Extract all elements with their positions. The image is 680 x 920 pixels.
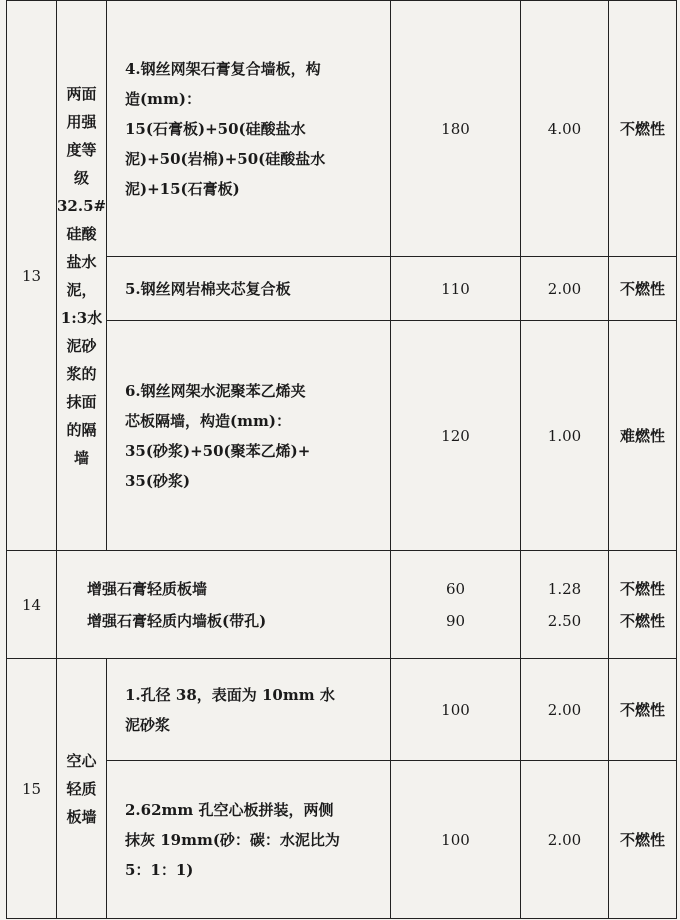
item-4-fire-class: 不燃性: [609, 1, 677, 257]
item-6-fire-class: 难燃性: [609, 321, 677, 551]
item-15-2-thickness: 100: [391, 761, 521, 919]
item-4-description: 4.钢丝网架石膏复合墙板，构 造(mm)： 15(石膏板)+50(硅酸盐水 泥)+50(岩棉)+50(硅酸盐水 泥)+15(石膏板): [107, 1, 391, 257]
item-15-1-fire-class: 不燃性: [609, 659, 677, 761]
row-14-thickness: 60 90: [391, 551, 521, 659]
item-5-thickness: 110: [391, 257, 521, 321]
category-15: 空心 轻质 板墙: [57, 659, 107, 919]
row-number-15: 15: [7, 659, 57, 919]
category-13: 两面 用强 度等 级 32.5# 硅酸 盐水 泥， 1:3水 泥砂 浆的 抹面 的隔 墙: [57, 1, 107, 551]
item-15-2-description: 2.62mm 孔空心板拼装，两侧 抹灰 19mm(砂：碳：水泥比为 5：1：1): [107, 761, 391, 919]
row-number-13: 13: [7, 1, 57, 551]
table-row: [7, 1, 677, 257]
item-6-description: 6.钢丝网架水泥聚苯乙烯夹 芯板隔墙，构造(mm)： 35(砂浆)+50(聚苯乙烯)+ 35(砂浆): [107, 321, 391, 551]
item-6-thickness: 120: [391, 321, 521, 551]
table-row: [7, 551, 677, 659]
item-15-1-description: 1.孔径 38，表面为 10mm 水 泥砂浆: [107, 659, 391, 761]
item-5-fire-class: 不燃性: [609, 257, 677, 321]
table-row: [7, 659, 677, 761]
table-row: [7, 257, 677, 321]
fire-resistance-table: [6, 0, 677, 919]
table-row: [7, 761, 677, 919]
item-15-1-hours: 2.00: [521, 659, 609, 761]
item-15-2-fire-class: 不燃性: [609, 761, 677, 919]
item-4-thickness: 180: [391, 1, 521, 257]
item-5-hours: 2.00: [521, 257, 609, 321]
item-15-1-thickness: 100: [391, 659, 521, 761]
row-14-description: 增强石膏轻质板墙 增强石膏轻质内墙板(带孔): [57, 551, 391, 659]
item-6-hours: 1.00: [521, 321, 609, 551]
item-15-2-hours: 2.00: [521, 761, 609, 919]
row-14-hours: 1.28 2.50: [521, 551, 609, 659]
item-5-description: 5.钢丝网岩棉夹芯复合板: [107, 257, 391, 321]
row-number-14: 14: [7, 551, 57, 659]
row-14-fire-class: 不燃性 不燃性: [609, 551, 677, 659]
table-row: [7, 321, 677, 551]
item-4-hours: 4.00: [521, 1, 609, 257]
